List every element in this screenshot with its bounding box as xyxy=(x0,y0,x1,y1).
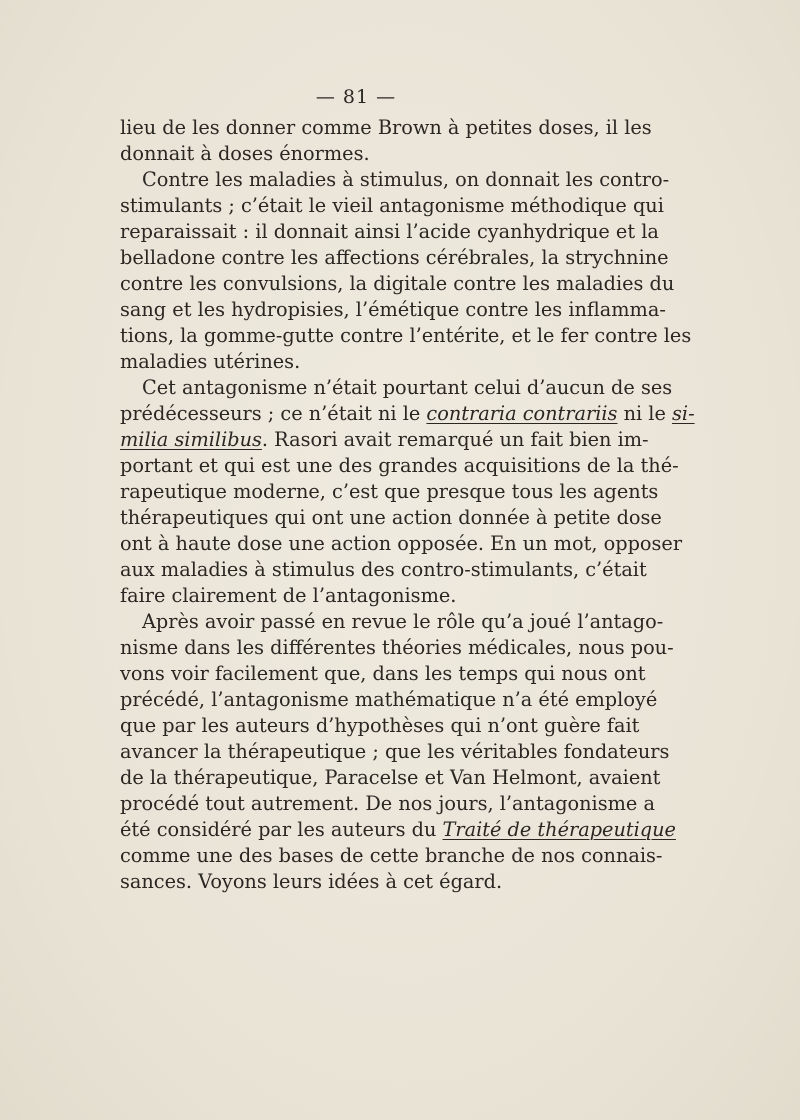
text-line: Cet antagonisme n’était pourtant celui d’aucun de ses xyxy=(142,376,673,399)
body-text xyxy=(120,115,695,895)
text-line: de la thérapeutique, Paracelse et Van Helmont, avaient xyxy=(120,766,661,789)
text-line: thérapeutiques qui ont une action donnée à petite dose xyxy=(120,506,662,529)
text-line: précédé, l’antagonisme mathématique n’a été employé xyxy=(120,688,658,711)
latin-phrase: milia similibus xyxy=(120,428,262,451)
text-line: vons voir facilement que, dans les temps qui nous ont xyxy=(120,662,646,685)
text-line xyxy=(120,817,676,843)
text-line: rapeutique moderne, c’est que presque tous les agents xyxy=(120,480,659,503)
text-line: belladone contre les affections cérébrales, la strychnine xyxy=(120,246,669,269)
text-fragment: ni le xyxy=(617,402,673,425)
text-line: ont à haute dose une action opposée. En un mot, opposer xyxy=(120,532,683,555)
text-line: maladies utérines. xyxy=(120,350,301,373)
text-line: que par les auteurs d’hypothèses qui n’ont guère fait xyxy=(120,714,640,737)
text-line: reparaissait : il donnait ainsi l’acide cyanhydrique et la xyxy=(120,220,659,243)
text-line: Contre les maladies à stimulus, on donnait les contro- xyxy=(142,168,670,191)
text-fragment: été considéré par les auteurs du xyxy=(120,818,443,841)
text-line: comme une des bases de cette branche de nos connais- xyxy=(120,844,663,867)
latin-phrase: contraria contrariis xyxy=(426,402,618,425)
book-title: Traité de thérapeutique xyxy=(442,818,676,841)
text-line xyxy=(120,401,695,427)
text-line: nisme dans les différentes théories médicales, nous pou- xyxy=(120,636,674,659)
text-fragment: prédécesseurs ; ce n’était ni le xyxy=(120,402,427,425)
text-line: avancer la thérapeutique ; que les véritables fondateurs xyxy=(120,740,670,763)
text-line: sances. Voyons leurs idées à cet égard. xyxy=(120,870,503,893)
text-line: faire clairement de l’antagonisme. xyxy=(120,584,457,607)
text-line: contre les convulsions, la digitale contre les maladies du xyxy=(120,272,675,295)
text-line: lieu de les donner comme Brown à petites doses, il les xyxy=(120,116,652,139)
text-line: sang et les hydropisies, l’émétique contre les inflamma- xyxy=(120,298,666,321)
text-line: portant et qui est une des grandes acquisitions de la thé- xyxy=(120,454,679,477)
text-line xyxy=(120,427,649,453)
text-line: aux maladies à stimulus des contro-stimulants, c’était xyxy=(120,558,647,581)
page-number: — 81 — xyxy=(315,86,397,108)
text-fragment: . Rasori avait remarqué un fait bien im- xyxy=(261,428,649,451)
text-line: procédé tout autrement. De nos jours, l’antagonisme a xyxy=(120,792,655,815)
text-line: donnait à doses énormes. xyxy=(120,142,370,165)
text-line: stimulants ; c’était le vieil antagonisme méthodique qui xyxy=(120,194,664,217)
text-line: tions, la gomme-gutte contre l’entérite, et le fer contre les xyxy=(120,324,692,347)
text-line: Après avoir passé en revue le rôle qu’a joué l’antago- xyxy=(142,610,664,633)
latin-phrase: si- xyxy=(672,402,695,425)
